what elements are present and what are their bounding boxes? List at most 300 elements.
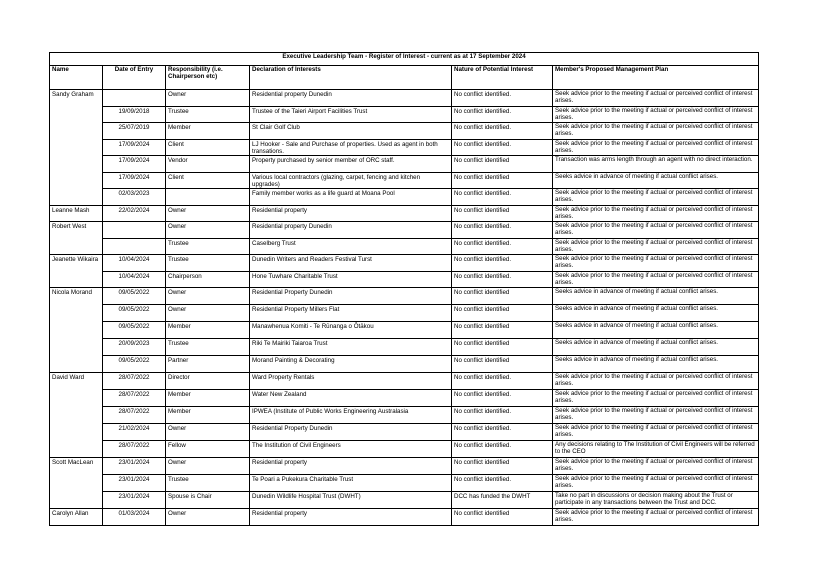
- responsibility-cell: [166, 424, 250, 441]
- declaration-cell: [250, 189, 452, 206]
- table-row: [50, 172, 759, 189]
- management-plan-text: Seek advice prior to the meeting if actual or perceived conflict of interest arises.: [555, 255, 753, 270]
- management-plan-cell: [553, 288, 759, 305]
- table-row: [50, 356, 759, 373]
- responsibility-cell: [166, 238, 250, 255]
- nature-cell: [452, 156, 553, 173]
- table-row: [50, 288, 759, 305]
- nature-text: No conflict identified.: [454, 425, 512, 432]
- management-plan-cell: [553, 339, 759, 356]
- table-row: [50, 441, 759, 458]
- management-plan-text: Seek advice prior to the meeting if actual or perceived conflict of interest arises.: [555, 106, 753, 121]
- responsibility-text: Trustee: [168, 239, 189, 247]
- table-title: Executive Leadership Team - Register of Interest - current as at 17 September 2024: [50, 53, 759, 66]
- responsibility-cell: [166, 322, 250, 339]
- responsibility-cell: [166, 509, 250, 526]
- nature-text: No conflict identified: [454, 289, 510, 296]
- management-plan-cell: [553, 255, 759, 272]
- management-plan-text: Seek advice prior to the meeting if actual or perceived conflict of interest arises.: [555, 424, 753, 439]
- header-declaration: Declaration of Interests: [250, 66, 452, 90]
- table-row: [50, 271, 759, 288]
- nature-text: No conflict identified.: [454, 190, 512, 197]
- management-plan-cell: [553, 407, 759, 424]
- date-of-entry-text: 19/09/2018: [118, 107, 150, 115]
- nature-text: No conflict identified: [454, 157, 510, 164]
- declaration-text: Manawhenua Komiti - Te Rūnanga o Ōtākou: [252, 323, 374, 330]
- nature-text: No conflict identified.: [454, 442, 512, 449]
- management-plan-text: Seek advice prior to the meeting if actual or perceived conflict of interest arises.: [555, 407, 753, 422]
- responsibility-text: Client: [168, 140, 184, 148]
- nature-cell: [452, 205, 553, 222]
- management-plan-text: Seeks advice in advance of meeting if actual conflict arises.: [555, 339, 719, 346]
- date-of-entry-text: 09/05/2022: [118, 289, 150, 296]
- responsibility-text: Owner: [168, 510, 187, 517]
- responsibility-cell: [166, 458, 250, 475]
- management-plan-text: Seeks advice in advance of meeting if actual conflict arises.: [555, 305, 719, 312]
- responsibility-cell: [166, 205, 250, 222]
- responsibility-text: Member: [168, 323, 191, 330]
- member-name: Nicola Morand: [52, 289, 92, 296]
- responsibility-cell: [166, 271, 250, 288]
- responsibility-text: Trustee: [168, 256, 189, 263]
- declaration-cell: [250, 475, 452, 492]
- table-row: [50, 255, 759, 272]
- date-of-entry-text: [105, 90, 163, 91]
- date-of-entry-text: 28/07/2022: [118, 442, 150, 449]
- header-nature: Nature of Potential Interest: [452, 66, 553, 90]
- nature-text: No conflict identified: [454, 357, 510, 364]
- nature-cell: [452, 373, 553, 390]
- nature-cell: [452, 189, 553, 206]
- management-plan-text: Seek advice prior to the meeting if actual or perceived conflict of interest arises.: [555, 509, 753, 524]
- management-plan-text: Seek advice prior to the meeting if actual or perceived conflict of interest arises.: [555, 475, 753, 490]
- declaration-text: Water New Zealand: [252, 391, 307, 398]
- declaration-cell: [250, 156, 452, 173]
- responsibility-text: Partner: [168, 357, 189, 364]
- declaration-text: Residential Property Dunedin: [252, 289, 333, 296]
- table-row: [50, 156, 759, 173]
- declaration-text: LJ Hooker - Sale and Purchase of properties. Used as agent in both transations.: [252, 140, 438, 155]
- declaration-text: Family member works as a life guard at Moana Pool: [252, 190, 395, 197]
- management-plan-cell: [553, 305, 759, 322]
- management-plan-text: Transaction was arms length through an agent with no direct interaction.: [555, 156, 753, 163]
- declaration-text: Caselberg Trust: [252, 239, 296, 247]
- date-of-entry-cell: [103, 172, 166, 189]
- nature-cell: [452, 424, 553, 441]
- member-name-cell: [50, 90, 103, 206]
- nature-cell: [452, 238, 553, 255]
- table-row: [50, 139, 759, 156]
- management-plan-cell: [553, 139, 759, 156]
- date-of-entry-cell: [103, 156, 166, 173]
- register-body: [50, 90, 759, 526]
- date-of-entry-text: 21/02/2024: [118, 425, 150, 432]
- responsibility-text: Owner: [168, 206, 187, 214]
- header-name: Name: [50, 66, 103, 90]
- declaration-cell: [250, 255, 452, 272]
- declaration-text: Trustee of the Taieri Airport Facilities Trust: [252, 107, 368, 115]
- date-of-entry-text: 28/07/2022: [118, 408, 150, 415]
- date-of-entry-cell: [103, 106, 166, 123]
- date-of-entry-cell: [103, 322, 166, 339]
- date-of-entry-text: 17/09/2024: [118, 173, 150, 181]
- date-of-entry-text: 02/03/2023: [118, 190, 150, 197]
- declaration-cell: [250, 106, 452, 123]
- management-plan-text: Seek advice prior to the meeting if actual or perceived conflict of interest arises.: [555, 139, 753, 154]
- declaration-text: Residential property: [252, 459, 308, 466]
- management-plan-cell: [553, 222, 759, 239]
- responsibility-cell: [166, 407, 250, 424]
- responsibility-cell: [166, 373, 250, 390]
- date-of-entry-cell: [103, 90, 166, 107]
- responsibility-text: Trustee: [168, 107, 189, 115]
- nature-cell: [452, 271, 553, 288]
- declaration-text: Residential property: [252, 206, 308, 214]
- declaration-text: Residential property Dunedin: [252, 223, 332, 230]
- nature-text: No conflict identified.: [454, 256, 512, 263]
- responsibility-text: Trustee: [168, 476, 189, 483]
- date-of-entry-text: 23/01/2024: [118, 493, 150, 500]
- date-of-entry-text: 25/07/2019: [118, 124, 150, 131]
- member-name: Sandy Graham: [52, 91, 94, 98]
- declaration-text: Various local contractors (glazing, carpet, fencing and kitchen upgrades): [252, 173, 421, 188]
- responsibility-cell: [166, 492, 250, 509]
- date-of-entry-cell: [103, 238, 166, 255]
- nature-cell: [452, 339, 553, 356]
- responsibility-text: Spouse is Chair: [168, 493, 212, 500]
- responsibility-text: Owner: [168, 425, 187, 432]
- date-of-entry-text: 22/02/2024: [118, 206, 150, 214]
- table-row: [50, 424, 759, 441]
- date-of-entry-cell: [103, 424, 166, 441]
- date-of-entry-text: 09/05/2022: [118, 357, 150, 364]
- declaration-cell: [250, 390, 452, 407]
- member-name-cell: [50, 373, 103, 458]
- responsibility-cell: [166, 390, 250, 407]
- management-plan-cell: [553, 156, 759, 173]
- declaration-cell: [250, 205, 452, 222]
- table-row: [50, 509, 759, 526]
- nature-text: No conflict identified: [454, 510, 510, 517]
- nature-text: No conflict identified.: [454, 374, 512, 381]
- responsibility-text: Owner: [168, 289, 187, 296]
- responsibility-cell: [166, 90, 250, 107]
- date-of-entry-cell: [103, 475, 166, 492]
- management-plan-text: Seek advice prior to the meeting if actual or perceived conflict of interest arises.: [555, 222, 753, 237]
- management-plan-text: Seeks advice in advance of meeting if actual conflict arises.: [555, 172, 719, 180]
- date-of-entry-cell: [103, 339, 166, 356]
- table-row: [50, 238, 759, 255]
- table-row: [50, 458, 759, 475]
- table-row: [50, 222, 759, 239]
- date-of-entry-text: 01/03/2024: [118, 510, 150, 517]
- declaration-cell: [250, 288, 452, 305]
- nature-text: No conflict identified: [454, 459, 510, 466]
- table-row: [50, 407, 759, 424]
- date-of-entry-text: 10/04/2024: [118, 272, 150, 280]
- nature-cell: [452, 492, 553, 509]
- nature-cell: [452, 356, 553, 373]
- nature-cell: [452, 407, 553, 424]
- management-plan-cell: [553, 475, 759, 492]
- declaration-text: Dunedin Writers and Readers Festival Turst: [252, 256, 372, 263]
- management-plan-text: Seek advice prior to the meeting if actual or perceived conflict of interest arises.: [555, 189, 753, 204]
- management-plan-text: Any decisions relating to The Institution of Civil Engineers will be referred to the CEO: [555, 441, 755, 456]
- responsibility-text: Chairperson: [168, 272, 202, 280]
- declaration-text: Residential Property Dunedin: [252, 425, 333, 432]
- declaration-cell: [250, 407, 452, 424]
- register-of-interest-table: [49, 52, 759, 526]
- responsibility-cell: [166, 106, 250, 123]
- management-plan-text: Seek advice prior to the meeting if actual or perceived conflict of interest arises.: [555, 373, 753, 388]
- declaration-text: Residential property: [252, 510, 308, 517]
- declaration-text: Riki Te Mairiki Taiaroa Trust: [252, 340, 328, 347]
- declaration-cell: [250, 373, 452, 390]
- nature-cell: [452, 288, 553, 305]
- nature-cell: [452, 222, 553, 239]
- management-plan-text: Seeks advice in advance of meeting if actual conflict arises.: [555, 288, 719, 295]
- date-of-entry-cell: [103, 189, 166, 206]
- nature-cell: [452, 509, 553, 526]
- date-of-entry-cell: [103, 492, 166, 509]
- management-plan-cell: [553, 189, 759, 206]
- responsibility-text: Director: [168, 374, 190, 381]
- table-row: [50, 390, 759, 407]
- responsibility-text: Owner: [168, 91, 187, 98]
- nature-text: No conflict identified: [454, 340, 510, 347]
- nature-cell: [452, 139, 553, 156]
- date-of-entry-cell: [103, 356, 166, 373]
- management-plan-cell: [553, 424, 759, 441]
- management-plan-cell: [553, 441, 759, 458]
- responsibility-text: Client: [168, 173, 184, 181]
- declaration-text: Ward Property Rentals: [252, 374, 315, 381]
- member-name: Scott MacLean: [52, 459, 94, 466]
- header-management-plan: Member's Proposed Management Plan: [553, 66, 759, 90]
- date-of-entry-text: 28/07/2022: [118, 374, 150, 381]
- declaration-cell: [250, 458, 452, 475]
- date-of-entry-text: 28/07/2022: [118, 391, 150, 398]
- nature-cell: [452, 390, 553, 407]
- management-plan-text: Seeks advice in advance of meeting if actual conflict arises.: [555, 322, 719, 329]
- responsibility-text: Member: [168, 391, 191, 398]
- nature-text: DCC has funded the DWHT: [454, 493, 531, 500]
- responsibility-text: Owner: [168, 306, 187, 313]
- member-name: Robert West: [52, 223, 87, 230]
- table-row: [50, 339, 759, 356]
- date-of-entry-text: 20/09/2023: [118, 340, 150, 347]
- responsibility-cell: [166, 172, 250, 189]
- nature-text: No conflict identified.: [454, 476, 512, 483]
- nature-cell: [452, 123, 553, 140]
- member-name-cell: [50, 205, 103, 222]
- member-name: Jeanette Wikaira: [52, 256, 99, 263]
- declaration-cell: [250, 441, 452, 458]
- date-of-entry-cell: [103, 288, 166, 305]
- table-row: [50, 492, 759, 509]
- date-of-entry-text: [105, 239, 163, 240]
- management-plan-cell: [553, 492, 759, 509]
- declaration-text: Te Poari a Pukekura Charitable Trust: [252, 476, 354, 483]
- responsibility-text: Fellow: [168, 442, 186, 449]
- member-name-cell: [50, 222, 103, 255]
- nature-text: No conflict identified.: [454, 107, 512, 115]
- member-name: Carolyn Allan: [52, 510, 89, 517]
- responsibility-cell: [166, 356, 250, 373]
- date-of-entry-cell: [103, 255, 166, 272]
- header-date-of-entry: Date of Entry: [103, 66, 166, 90]
- table-row: [50, 305, 759, 322]
- member-name-cell: [50, 288, 103, 373]
- management-plan-text: Take no part in discussions or decision making about the Trust or participate in any transactions between the Trust and DCC.: [555, 492, 733, 507]
- nature-cell: [452, 441, 553, 458]
- date-of-entry-cell: [103, 458, 166, 475]
- nature-text: No conflict identified.: [454, 140, 512, 148]
- declaration-cell: [250, 238, 452, 255]
- declaration-text: Dunedin Wildlife Hospital Trust (DWHT): [252, 493, 361, 500]
- management-plan-cell: [553, 90, 759, 107]
- date-of-entry-cell: [103, 373, 166, 390]
- nature-text: No conflict identified.: [454, 124, 512, 131]
- responsibility-text: Owner: [168, 223, 187, 230]
- nature-text: No conflict identified.: [454, 391, 512, 398]
- management-plan-cell: [553, 322, 759, 339]
- declaration-cell: [250, 492, 452, 509]
- header-responsibility: Responsibility (i.e. Chairperson etc): [166, 66, 250, 90]
- responsibility-cell: [166, 156, 250, 173]
- nature-cell: [452, 255, 553, 272]
- management-plan-text: Seek advice prior to the meeting if actual or perceived conflict of interest arises.: [555, 390, 753, 405]
- nature-cell: [452, 106, 553, 123]
- declaration-cell: [250, 123, 452, 140]
- responsibility-cell: [166, 441, 250, 458]
- nature-cell: [452, 172, 553, 189]
- management-plan-text: Seek advice prior to the meeting if actual or perceived conflict of interest arises.: [555, 238, 753, 253]
- management-plan-text: Seeks advice in advance of meeting if actual conflict arises.: [555, 356, 719, 363]
- date-of-entry-text: 17/09/2024: [118, 140, 150, 148]
- table-row: [50, 189, 759, 206]
- declaration-text: Hone Tuwhare Charitable Trust: [252, 272, 338, 280]
- management-plan-text: Seek advice prior to the meeting if actual or perceived conflict of interest arises.: [555, 271, 753, 286]
- date-of-entry-text: 10/04/2024: [118, 256, 150, 263]
- nature-text: No conflict identified: [454, 323, 510, 330]
- nature-text: No conflict identified: [454, 206, 510, 214]
- management-plan-text: Seek advice prior to the meeting if actual or perceived conflict of interest arises.: [555, 123, 753, 138]
- responsibility-text: Owner: [168, 459, 187, 466]
- date-of-entry-cell: [103, 139, 166, 156]
- table-row: [50, 322, 759, 339]
- declaration-cell: [250, 509, 452, 526]
- table-row: [50, 475, 759, 492]
- table-row: [50, 90, 759, 107]
- declaration-cell: [250, 424, 452, 441]
- responsibility-cell: [166, 189, 250, 206]
- date-of-entry-cell: [103, 407, 166, 424]
- declaration-cell: [250, 305, 452, 322]
- responsibility-cell: [166, 123, 250, 140]
- declaration-text: Property purchased by senior member of ORC staff.: [252, 157, 395, 164]
- date-of-entry-cell: [103, 123, 166, 140]
- date-of-entry-cell: [103, 222, 166, 239]
- responsibility-cell: [166, 255, 250, 272]
- nature-text: No conflict identified: [454, 306, 510, 313]
- member-name-cell: [50, 255, 103, 288]
- responsibility-text: Member: [168, 408, 191, 415]
- date-of-entry-text: 09/05/2022: [118, 306, 150, 313]
- date-of-entry-cell: [103, 305, 166, 322]
- date-of-entry-cell: [103, 271, 166, 288]
- nature-cell: [452, 458, 553, 475]
- responsibility-cell: [166, 288, 250, 305]
- table-row: [50, 205, 759, 222]
- date-of-entry-text: 17/09/2024: [118, 157, 150, 164]
- declaration-text: IPWEA (Institute of Public Works Engineering Australasia: [252, 408, 409, 415]
- nature-cell: [452, 322, 553, 339]
- nature-text: No conflict identified.: [454, 272, 512, 280]
- declaration-cell: [250, 356, 452, 373]
- management-plan-cell: [553, 509, 759, 526]
- date-of-entry-text: 23/01/2024: [118, 459, 150, 466]
- responsibility-text: Vendor: [168, 157, 188, 164]
- declaration-text: The Institution of Civil Engineers: [252, 442, 341, 449]
- management-plan-cell: [553, 390, 759, 407]
- responsibility-text: Member: [168, 124, 191, 131]
- management-plan-text: Seek advice prior to the meeting if actual or perceived conflict of interest arises.: [555, 90, 753, 105]
- declaration-cell: [250, 271, 452, 288]
- table-row: [50, 373, 759, 390]
- nature-text: No conflict identified.: [454, 91, 512, 98]
- nature-cell: [452, 305, 553, 322]
- declaration-cell: [250, 339, 452, 356]
- table-row: [50, 123, 759, 140]
- management-plan-cell: [553, 373, 759, 390]
- declaration-cell: [250, 322, 452, 339]
- declaration-cell: [250, 172, 452, 189]
- declaration-text: St Clair Golf Club: [252, 124, 300, 131]
- management-plan-cell: [553, 106, 759, 123]
- date-of-entry-cell: [103, 390, 166, 407]
- date-of-entry-text: 23/01/2024: [118, 476, 150, 483]
- responsibility-cell: [166, 139, 250, 156]
- management-plan-cell: [553, 238, 759, 255]
- nature-text: No conflict identified: [454, 173, 510, 181]
- declaration-text: Residential property Dunedin: [252, 91, 332, 98]
- nature-text: No conflict identified.: [454, 408, 512, 415]
- date-of-entry-cell: [103, 205, 166, 222]
- management-plan-cell: [553, 123, 759, 140]
- nature-cell: [452, 475, 553, 492]
- responsibility-cell: [166, 339, 250, 356]
- responsibility-cell: [166, 305, 250, 322]
- responsibility-text: [168, 189, 247, 190]
- date-of-entry-cell: [103, 441, 166, 458]
- declaration-cell: [250, 139, 452, 156]
- date-of-entry-text: 09/05/2022: [118, 323, 150, 330]
- responsibility-cell: [166, 475, 250, 492]
- responsibility-text: Trustee: [168, 340, 189, 347]
- declaration-text: Morand Painting & Decorating: [252, 357, 335, 364]
- management-plan-text: Seek advice prior to the meeting if actual or perceived conflict of interest arises.: [555, 458, 753, 473]
- member-name-cell: [50, 458, 103, 509]
- nature-text: No conflict identified.: [454, 223, 512, 230]
- member-name: Leanne Mash: [52, 206, 90, 214]
- date-of-entry-text: [105, 222, 163, 223]
- nature-text: No conflict identified.: [454, 239, 512, 247]
- management-plan-cell: [553, 172, 759, 189]
- declaration-text: Residential Property Millers Flat: [252, 306, 340, 313]
- nature-cell: [452, 90, 553, 107]
- member-name-cell: [50, 509, 103, 526]
